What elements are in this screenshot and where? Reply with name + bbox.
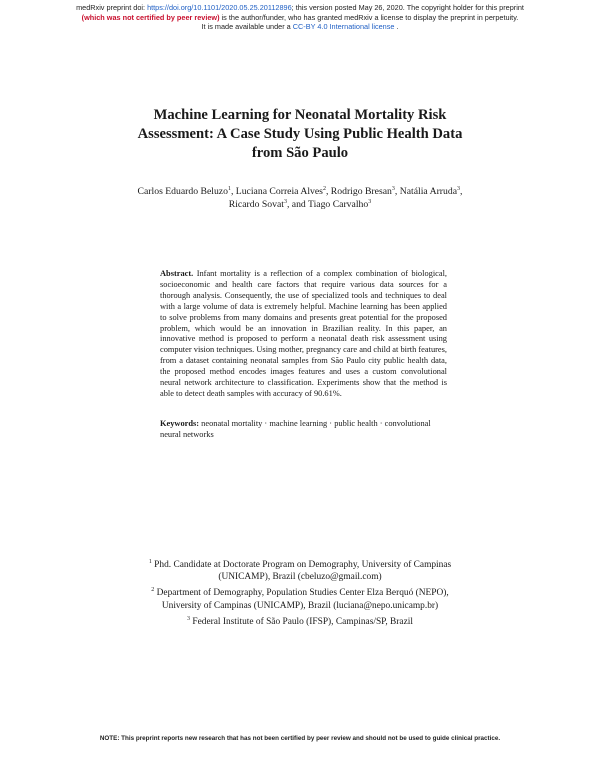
- footnote-mark: 2: [151, 587, 155, 594]
- abstract-text: Infant mortality is a reflection of a complex combination of biological, socioeconomic and health care factors that require various data sources for a thorough analysis. Consequently, the use of specialized tools and techniques to deal with a large volume of data is extremely helpful. Machine learning has been applied to solve problems from many domains and presents great potential for the proposed problem, which would be an innovation in Brazilian reality. In this paper, an innovative method is proposed to perform a neonatal death risk assessment using computer vision techniques. Using mother, pregnancy care and child at birth features, from a dataset containing neonatal samples from São Paulo city public health data, the proposed method encodes images features and uses a custom convolutional neural network architecture to classification. Experiments show that the method is able to detect death samples with accuracy of 90.61%.: [160, 269, 447, 398]
- footnote-mark: 3: [187, 615, 191, 622]
- author-line-1: [0, 185, 600, 198]
- banner-license-prefix: It is made available under a: [201, 22, 293, 32]
- peer-review-warning: (which was not certified by peer review): [81, 12, 220, 22]
- footnote: [0, 616, 600, 628]
- footnote-mark: 1: [148, 558, 152, 565]
- footnote-text: (UNICAMP), Brazil (cbeluzo@gmail.com): [218, 572, 382, 583]
- paper-title: [0, 106, 600, 163]
- title-line-1: Machine Learning for Neonatal Mortality Risk: [153, 107, 447, 123]
- author-separator: ,: [394, 186, 400, 197]
- bottom-disclaimer: NOTE: This preprint reports new research that has not been certified by peer review and should not be used to guide clinical practice.: [99, 735, 501, 742]
- title-line-3: from São Paulo: [251, 145, 349, 161]
- abstract: [160, 269, 447, 400]
- preprint-banner: [0, 3, 600, 32]
- author-separator: , and: [286, 199, 309, 211]
- banner-license-text: is the author/funder, who has granted medRxiv a license to display the preprint in perpetuity.: [219, 12, 519, 22]
- author-name: Rodrigo Bresan: [330, 186, 392, 197]
- footnotes: [0, 559, 600, 632]
- author-list: [0, 185, 600, 211]
- banner-doi-prefix: medRxiv preprint doi:: [76, 3, 148, 12]
- author-line-2: [0, 198, 600, 211]
- author-name: Tiago Carvalho: [308, 199, 369, 211]
- author-separator: ,: [325, 186, 331, 197]
- footnote-text: Phd. Candidate at Doctorate Program on Demography, University of Campinas: [154, 560, 452, 570]
- banner-license-suffix: .: [394, 22, 399, 32]
- title-line-2: Assessment: A Case Study Using Public Health Data: [137, 126, 463, 142]
- affiliation-mark: 3: [283, 198, 287, 205]
- footnote-text: University of Campinas (UNICAMP), Brazil (luciana@nepo.unicamp.br): [161, 600, 439, 611]
- affiliation-mark: 3: [391, 185, 395, 192]
- banner-copyright-text: ; this version posted May 26, 2020. The copyright holder for this preprint: [291, 3, 524, 12]
- abstract-label: Abstract.: [160, 269, 194, 278]
- affiliation-mark: 3: [368, 198, 372, 205]
- author-name: Luciana Correia Alves: [235, 186, 323, 197]
- affiliation-mark: 2: [322, 185, 326, 192]
- doi-link[interactable]: https://doi.org/10.1101/2020.05.25.20112896: [147, 3, 292, 12]
- banner-line-3: [0, 22, 600, 32]
- keywords-label: Keywords:: [160, 419, 200, 428]
- author-name: Ricardo Sovat: [228, 199, 284, 211]
- license-link[interactable]: CC-BY 4.0 International license: [292, 22, 395, 32]
- author-name: Carlos Eduardo Beluzo: [137, 186, 228, 197]
- footnote-text: Federal Institute of São Paulo (IFSP), Campinas/SP, Brazil: [192, 616, 413, 627]
- footnote-text: Department of Demography, Population Studies Center Elza Berquó (NEPO),: [156, 588, 449, 599]
- footnote: [0, 587, 600, 611]
- banner-line-2: [0, 13, 600, 23]
- author-name: Natália Arruda: [399, 186, 458, 197]
- banner-line-1: [0, 3, 600, 13]
- affiliation-mark: 3: [457, 185, 461, 192]
- affiliation-mark: 1: [227, 185, 231, 192]
- author-separator: ,: [460, 186, 463, 197]
- keywords: [160, 419, 447, 441]
- author-separator: ,: [230, 186, 236, 197]
- keywords-text: neonatal mortality · machine learning · public health · convolutional neural networks: [160, 419, 431, 439]
- footnote: [0, 559, 600, 583]
